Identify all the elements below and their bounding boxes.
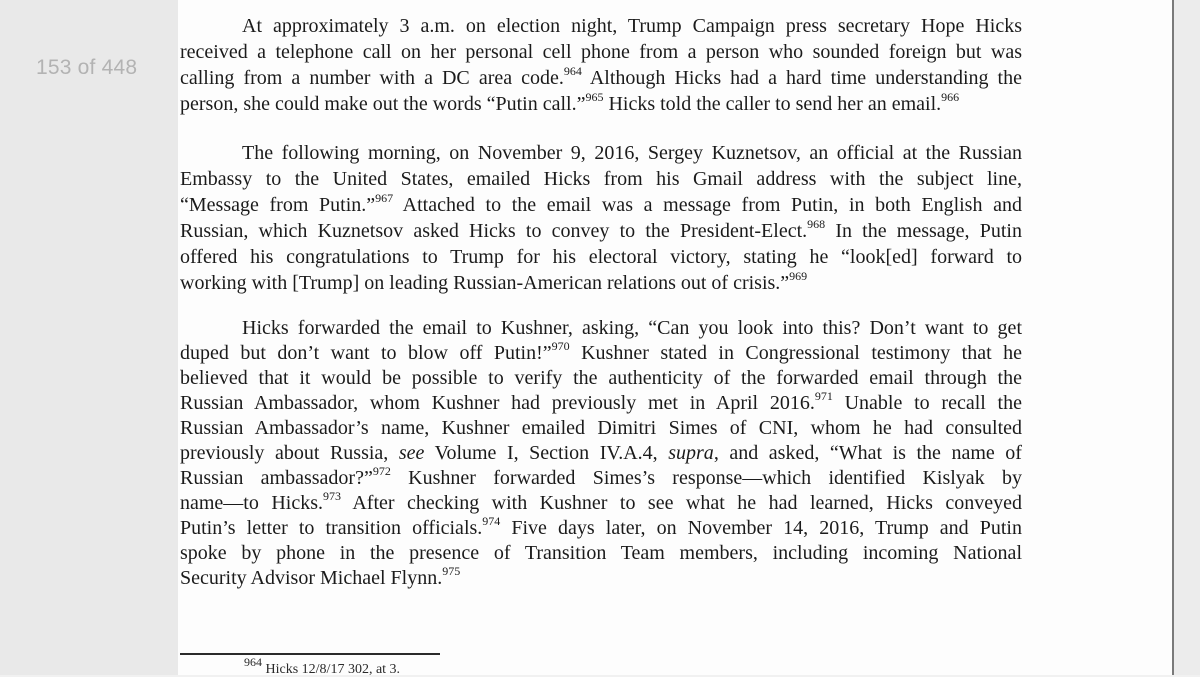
text-line: Hicks forwarded the email to Kushner, asking, “Can you look into this? Don’t want to get — [242, 317, 1022, 339]
text-line: believed that it would be possible to verify the authenticity of the forwarded email through the — [180, 367, 1022, 389]
text-line: At approximately 3 a.m. on election night, Trump Campaign press secretary Hope Hicks — [242, 15, 1022, 37]
text-line: name—to Hicks.$^{973}$ After checking with Kushner to see what he had learned, Hicks conveyed — [180, 489, 1023, 514]
viewer-left-margin — [0, 0, 178, 675]
text-line: duped but don’t want to blow off Putin!”$^{970}$ Kushner stated in Congressional testimony that he — [180, 339, 1022, 364]
text-line: person, she could make out the words “Putin call.”$^{965}$ Hicks told the caller to send her an email.$^{966}$ — [180, 90, 960, 115]
page-number-indicator: 153 of 448 — [36, 56, 138, 79]
footnote-separator — [180, 653, 440, 655]
text-line: Russian Ambassador’s name, Kushner emailed Dimitri Simes of CNI, whom he had consulted — [180, 417, 1022, 439]
text-line: Russian Ambassador, whom Kushner had previously met in April 2016.$^{971}$ Unable to recall the — [180, 389, 1022, 414]
text-line: Putin’s letter to transition officials.$^{974}$ Five days later, on November 14, 2016, Trump and Putin — [180, 514, 1022, 539]
text-line: Embassy to the United States, emailed Hicks from his Gmail address with the subject line, — [180, 168, 1022, 190]
footnote-text: $^{964}$ Hicks 12/8/17 302, at 3. — [244, 655, 401, 677]
text-line: The following morning, on November 9, 2016, Sergey Kuznetsov, an official at the Russian — [242, 142, 1022, 164]
text-line: Security Advisor Michael Flynn.$^{975}$ — [180, 564, 461, 589]
text-line: received a telephone call on her personal cell phone from a person who sounded foreign but was — [180, 41, 1022, 63]
text-line: “Message from Putin.”$^{967}$ Attached to the email was a message from Putin, in both English and — [180, 191, 1022, 216]
text-line: Russian, which Kuznetsov asked Hicks to convey to the President-Elect.$^{968}$ In the message, Putin — [180, 217, 1022, 242]
text-line: spoke by phone in the presence of Transition Team members, including incoming National — [180, 542, 1022, 564]
viewer-right-margin — [1174, 0, 1200, 675]
text-line: previously about Russia, see Volume I, Section IV.A.4, supra, and asked, “What is the name of — [180, 442, 1022, 464]
text-line: working with [Trump] on leading Russian-American relations out of crisis.”$^{969}$ — [180, 269, 808, 294]
text-line: calling from a number with a DC area code.$^{964}$ Although Hicks had a hard time understanding the — [180, 64, 1022, 89]
text-line: offered his congratulations to Trump for his electoral victory, stating he “look[ed] forward to — [180, 246, 1022, 268]
text-line: Russian ambassador?”$^{972}$ Kushner forwarded Simes’s response—which identified Kislyak by — [180, 464, 1022, 489]
